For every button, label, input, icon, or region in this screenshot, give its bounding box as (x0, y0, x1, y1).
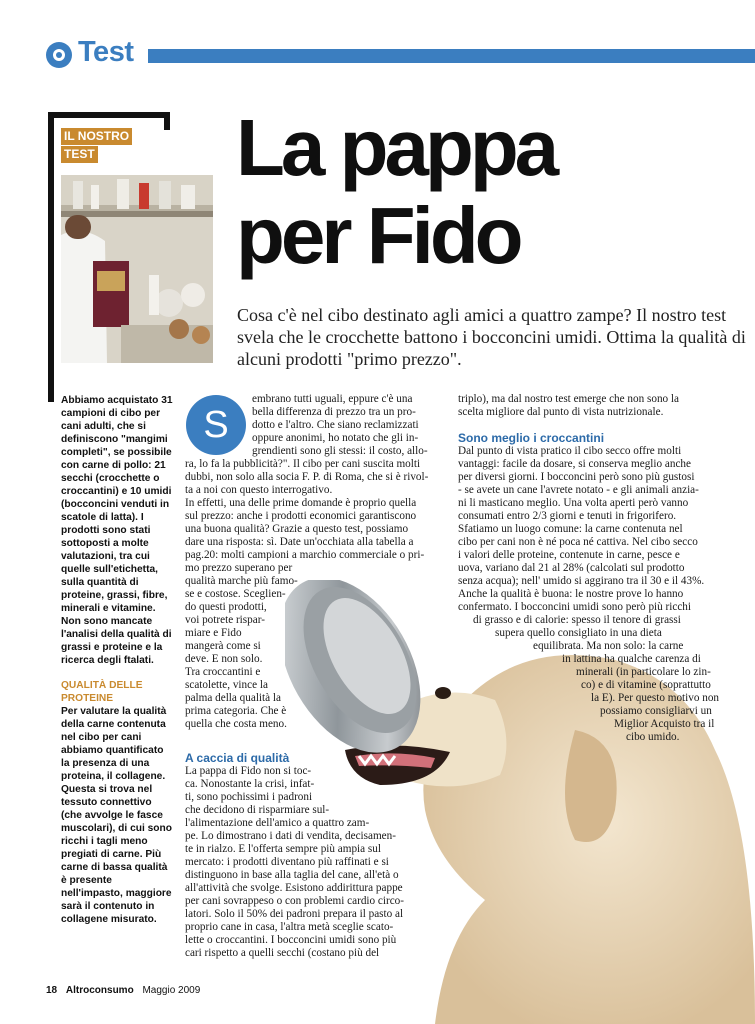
text-line: do questi prodotti, (185, 601, 267, 613)
text-line: sul prezzo: anche i prodotti economici garantiscono (185, 510, 417, 522)
sidebar-intro: Abbiamo acquistato 31 campioni di cibo per cani adulti, che si definiscono "mangimi completi", se possibile con carne di pollo: 21 secchi (crocchette o croccantini) e 10 umidi (bocconcini venduti in scatole di latta). I prodotti sono stati sottoposti a molte valutazioni, tra cui quelle sull'etichetta, sulla quantità di proteine, grassi, fibre, minerali e vitamine. Non sono mancate l'analisi della qualità di grassi e proteine e la ricerca degli ftalati. (61, 395, 173, 666)
badge-line-2: TEST (61, 146, 98, 163)
page-number: 18 (46, 985, 58, 996)
text-line: ni li masticano meglio. Una volta aperti però vanno (458, 497, 689, 509)
text-line: vantaggi: facile da dosare, si conserva meglio anche (458, 458, 691, 470)
text-line: all'attività che svolge. Esistono addirittura pappe (185, 882, 403, 894)
text-line: per diversi giorni. I bocconcini però sono più gustosi (458, 471, 695, 483)
text-line: voi potrete rispar- (185, 614, 265, 626)
magazine-name: Altroconsumo (65, 985, 134, 996)
text-line: Tra croccantini e (185, 666, 261, 678)
text-line: che decidono di risparmiare sul- (185, 804, 330, 816)
subheadline: Cosa c'è nel cibo destinato agli amici a quattro zampe? Il nostro test svela che le crocchette battono i bocconcini umidi. Ottima la qualità di alcuni prodotti "primo prezzo". (237, 305, 746, 369)
text-line: l'alimentazione dell'amico a quattro zam- (185, 817, 370, 829)
text-line: ti, sono pochissimi i padroni (185, 791, 313, 803)
text-line: uova, variano dal 21 al 28% (calcolati sul prodotto (458, 562, 685, 574)
sidebar-heading: QUALITÀ DELLE PROTEINE (61, 680, 143, 704)
text-line: latori. Solo il 50% dei padroni prepara il pasto al (185, 908, 404, 920)
frame-top (48, 112, 168, 118)
text-line: per cani sovrappeso o con problemi cardio circo- (185, 895, 405, 907)
text-line: prima categoria. Che è (185, 705, 287, 717)
text-line: In effetti, una delle prime domande è proprio quella (185, 497, 417, 509)
issue-date: Maggio 2009 (142, 985, 201, 996)
headline (236, 104, 555, 280)
text-line: Miglior Acquisto tra il (614, 718, 715, 730)
text-line: in lattina ha qualche carenza di (562, 653, 701, 665)
body-column-1-top (252, 393, 445, 458)
headline-line-2: per Fido (236, 191, 520, 280)
section-heading-caccia: A caccia di qualità (185, 751, 290, 765)
text-line: dubbi, non solo alla socia F. P. di Roma, che si è rivol- (185, 471, 429, 483)
text-line: La pappa di Fido non si toc- (185, 765, 312, 777)
text-line: triplo), ma dal nostro test emerge che non sono la (458, 393, 680, 405)
body-column-1-section (185, 752, 404, 960)
text-line: se e costose. Sceglien- (185, 588, 286, 600)
text-line: dare una risposta: sì. Date un'occhiata alla tabella a (185, 536, 414, 548)
text-line: Dal punto di vista pratico il cibo secco offre molti (458, 445, 682, 457)
text-line: i valori delle proteine, contenute in carne, pesce e (458, 549, 680, 561)
headline-line-1: La pappa (236, 103, 556, 192)
body-column-2-top (458, 393, 679, 419)
text-line: minerali (in particolare lo zin- (576, 666, 711, 678)
text-line: ra, lo fa la pubblicità?". Il cibo per cani suscita molti (185, 458, 421, 470)
text-line: mercato: i prodotti diventano più raffinati e si (185, 856, 389, 868)
text-line: dotto e l'altro. Che siano reclamizzati (252, 419, 419, 431)
text-line: distinguono in base alla taglia del cane, all'età o (185, 869, 399, 881)
text-line: grendienti sono gli stessi: il costo, allo- (252, 445, 428, 457)
text-line: supera quello consigliato in una dieta (495, 627, 662, 639)
frame-left (48, 112, 54, 402)
text-line: equilibrata. Ma non solo: la carne (533, 640, 684, 652)
text-line: consumati entro 2/3 giorni e tenuti in frigorifero. (458, 510, 677, 522)
section-icon (46, 42, 72, 68)
body-column-1 (185, 458, 428, 731)
text-line: scatolette, vince la (185, 679, 268, 691)
text-line: senza acqua); nell' umido si aggirano tra il 30 e il 43%. (458, 575, 705, 587)
text-line: quella che costa meno. (185, 718, 287, 730)
body-column-2-section (458, 432, 720, 744)
text-line: embrano tutti uguali, eppure c'è una (252, 393, 413, 405)
text-line: palma della qualità la (185, 692, 281, 704)
text-line: oppure anonimi, ho notato che gli in- (252, 432, 419, 444)
text-line: bella differenza di prezzo tra un pro- (252, 406, 416, 418)
sidebar-body: Per valutare la qualità della carne contenuta nel cibo per cani abbiamo quantificato la presenza di una proteina, il collagene. Questa si trova nel tessuto connettivo (che avvolge le fasce muscolari), di cui sono ricchi i tagli meno pregiati di carne. Più carne di bassa qualità è presente nell'impasto, maggiore sarà il contenuto in collagene misurato. (61, 706, 172, 925)
section-bar (148, 49, 755, 63)
text-line: mangerà come si (185, 640, 261, 652)
text-line: Anche la qualità è buona: le nostre prove lo hanno (458, 588, 684, 600)
text-line: cibo per cani non è né poca né cattiva. Nel cibo secco (458, 536, 698, 548)
drop-cap: S (186, 395, 246, 455)
text-line: confermato. I bocconcini umidi sono però più ricchi (458, 601, 692, 613)
text-line: una buona qualità? Grazie a questo test, possiamo (185, 523, 409, 535)
text-line: Sfatiamo un luogo comune: la carne contenuta nel (458, 523, 683, 535)
section-heading-croccantini: Sono meglio i croccantini (458, 431, 605, 445)
frame-tick (164, 112, 170, 130)
section-label: Test (78, 36, 134, 68)
text-line: - se avete un cane l'avrete notato - e gli animali anzia- (458, 484, 699, 496)
lab-photo (61, 175, 213, 363)
text-line: cibo umido. (626, 731, 680, 743)
text-line: mo prezzo superano per (185, 562, 293, 574)
text-line: cari rispetto a quelli secchi (costano più del (185, 947, 380, 959)
text-line: ta a noi con questo interrogativo. (185, 484, 333, 496)
text-line: la E). Per questo motivo non (591, 692, 720, 704)
text-line: lette o croccantini. I bocconcini umidi sono più (185, 934, 397, 946)
text-line: di grasso e di calorie: spesso il tenore di grassi (473, 614, 681, 626)
text-line: pag.20: molti campioni a marchio commerciale o pri- (185, 549, 425, 561)
text-line: scelta migliore dal punto di vista nutrizionale. (458, 406, 664, 418)
text-line: proprio cane in casa, l'altra metà sceglie scato- (185, 921, 394, 933)
text-line: possiamo consigliarvi un (600, 705, 712, 717)
text-line: qualità marche più famo- (185, 575, 298, 587)
badge-line-1: IL NOSTRO (61, 128, 132, 145)
text-line: pe. Lo dimostrano i dati di vendita, decisamen- (185, 830, 396, 842)
page-footer (46, 985, 200, 996)
text-line: te in rialzo. E l'offerta sempre più ampia sul (185, 843, 381, 855)
body-column-1-bottom (185, 765, 404, 960)
sidebar-box (61, 394, 174, 926)
test-badge (61, 128, 135, 164)
text-line: deve. E non solo. (185, 653, 263, 665)
text-line: co) e di vitamine (soprattutto (581, 679, 711, 691)
text-line: ca. Nonostante la crisi, infat- (185, 778, 315, 790)
body-column-2-body (458, 445, 720, 744)
text-line: miare e Fido (185, 627, 242, 639)
